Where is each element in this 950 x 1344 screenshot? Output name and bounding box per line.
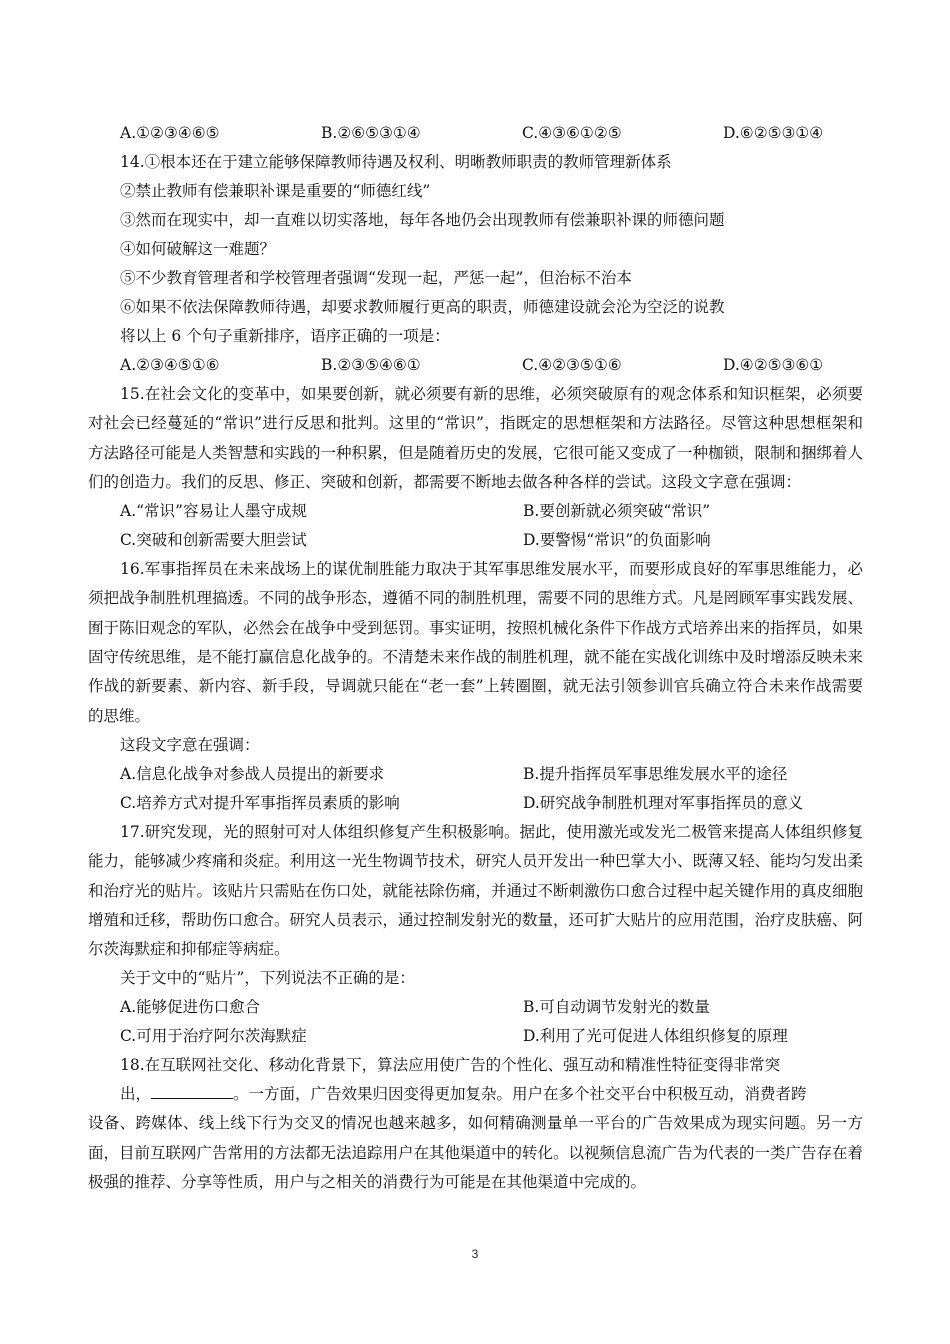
page-number: 3	[471, 1247, 479, 1261]
q18-line-2-start: 出，	[120, 1085, 152, 1104]
q16-option-a: A.信息化战争对参战人员提出的新要求	[120, 764, 385, 783]
q14-option-b: B.②③⑤④⑥①	[321, 356, 421, 374]
q13-option-a: A.①②③④⑥⑤	[120, 124, 220, 142]
q14-options	[88, 351, 863, 380]
q13-option-d: D.⑥②⑤③①④	[723, 124, 824, 142]
q18-passage-rest: 设备、跨媒体、线上线下行为交叉的情况也越来越多，如何精确测量单一平台的广告效果成为现实问题。另一方面，目前互联网广告常用的方法都无法追踪用户在其他渠道中的转化。以视频信息流广告为代表的一类广告存在着极强的推荐、分享等性质，用户与之相关的消费行为可能是在其他渠道中完成的。	[88, 1114, 864, 1192]
q15-passage: 15.在社会文化的变革中，如果要创新，就必须要有新的思维，必须突破原有的观念体系和知识框架，必须要对社会已经蔓延的“常识”进行反思和批判。这里的“常识”，指既定的思想框架和方法路径。尽管这种思想框架和方法路径可能是人类智慧和实践的一种积累，但是随着历史的发展，它很可能又变成了一种枷锁，限制和捆绑着人们的创造力。我们的反思、修正、突破和创新，都需要不断地去做各种各样的尝试。这段文字意在强调：	[88, 385, 864, 491]
q15-option-b: B.要创新就必须突破“常识”	[523, 502, 711, 521]
q14-option-c: C.④②③⑤①⑥	[522, 356, 622, 374]
q16-option-c: C.培养方式对提升军事指挥员素质的影响	[120, 793, 400, 812]
q13-options	[88, 119, 863, 148]
q13-option-c: C.④③⑥①②⑤	[522, 124, 622, 142]
q14-sentence-6: ⑥如果不依法保障教师待遇，却要求教师履行更高的职责，师德建设就会沦为空泛的说教	[120, 298, 725, 316]
q16-option-b: B.提升指挥员军事思维发展水平的途径	[523, 764, 788, 783]
q15-options-row-2	[88, 526, 863, 555]
q16-passage: 16.军事指挥员在未来战场上的谋优制胜能力取决于其军事思维发展水平，而要形成良好的军事思维能力，必须把战争制胜机理搞透。不同的战争形态，遵循不同的制胜机理，需要不同的思维方式。凡是罔顾军事实践发展、囿于陈旧观念的军队，必然会在战争中受到惩罚。事实证明，按照机械化条件下作战方式培养出来的指挥员，如果固守传统思维，是不能打赢信息化战争的。不清楚未来作战的制胜机理，就不能在实战化训练中及时增添反映未来作战的新要素、新内容、新手段，导调就只能在“老一套”上转圈圈，就无法引领参训官兵确立符合未来作战需要的思维。	[88, 560, 864, 725]
q17-option-a: A.能够促进伤口愈合	[120, 998, 261, 1017]
q15-options-row-1	[88, 497, 863, 526]
q14-option-d: D.④②⑤③⑥①	[723, 356, 824, 374]
q16-options-row-1	[88, 760, 863, 789]
q14-sentence-3: ③然而在现实中，却一直难以切实落地，每年各地仍会出现教师有偿兼职补课的师德问题	[120, 211, 725, 229]
q16-option-d: D.研究战争制胜机理对军事指挥员的意义	[523, 793, 804, 812]
q14-sentence-2: ②禁止教师有偿兼职补课是重要的“师德红线”	[120, 182, 431, 200]
q15-option-d: D.要警惕“常识”的负面影响	[523, 531, 711, 550]
q18-line-2	[88, 1080, 863, 1109]
q17-passage: 17.研究发现，光的照射可对人体组织修复产生积极影响。据此，使用激光或发光二极管来提高人体组织修复能力，能够减少疼痛和炎症。利用这一光生物调节技术，研究人员开发出一种巴掌大小、既薄又轻、能均匀发出柔和治疗光的贴片。该贴片只需贴在伤口处，就能祛除伤痛，并通过不断刺激伤口愈合过程中起关键作用的真皮细胞增殖和迁移，帮助伤口愈合。研究人员表示，通过控制发射光的数量，还可扩大贴片的应用范围，治疗皮肤癌、阿尔茨海默症和抑郁症等病症。	[88, 822, 864, 959]
q15-option-a: A.“常识”容易让人墨守成规	[120, 502, 307, 521]
q14-prompt: 将以上 6 个句子重新排序，语序正确的一项是：	[120, 327, 450, 345]
q17-options-row-1	[88, 993, 863, 1022]
page-content	[88, 119, 863, 1197]
q18-line-1: 18.在互联网社交化、移动化背景下，算法应用使广告的个性化、强互动和精准性特征变得非常突	[120, 1056, 781, 1075]
q18-line-2-end: 。一方面，广告效果归因变得更加复杂。用户在多个社交平台中积极互动，消费者跨	[233, 1085, 807, 1104]
q14-option-a: A.②③④⑤①⑥	[120, 356, 220, 374]
q14-sentence-5: ⑤不少教育管理者和学校管理者强调“发现一起，严惩一起”，但治标不治本	[120, 269, 632, 287]
q17-prompt: 关于文中的“贴片”，下列说法不正确的是：	[120, 969, 415, 988]
q18-answer-blank	[151, 1084, 233, 1099]
q17-option-b: B.可自动调节发射光的数量	[523, 998, 710, 1017]
q14-sentence-4: ④如何破解这一难题？	[120, 240, 276, 258]
q14-sentence-1: 14.①根本还在于建立能够保障教师待遇及权利、明晰教师职责的教师管理新体系	[120, 153, 672, 171]
q16-options-row-2	[88, 789, 863, 818]
q15-option-c: C.突破和创新需要大胆尝试	[120, 531, 307, 550]
q16-prompt: 这段文字意在强调：	[120, 735, 260, 754]
q13-option-b: B.②⑥⑤③①④	[321, 124, 421, 142]
q17-options-row-2	[88, 1022, 863, 1051]
q17-option-d: D.利用了光可促进人体组织修复的原理	[523, 1027, 788, 1046]
q17-option-c: C.可用于治疗阿尔茨海默症	[120, 1027, 307, 1046]
